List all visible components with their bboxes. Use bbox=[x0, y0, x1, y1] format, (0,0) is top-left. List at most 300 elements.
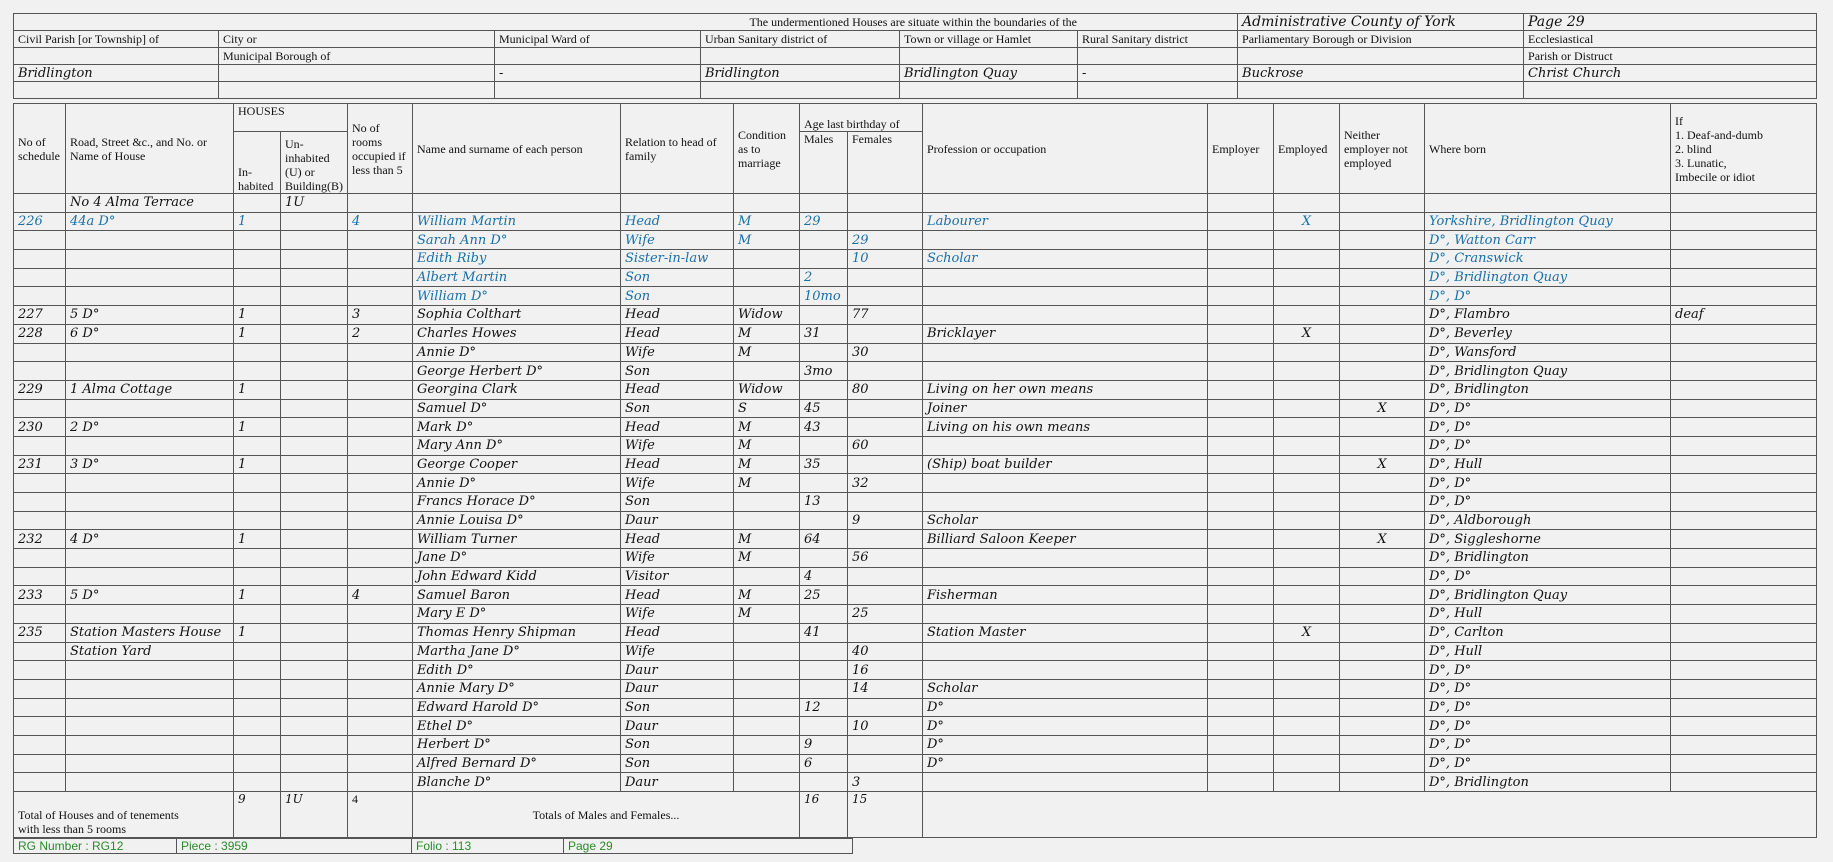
uninhabited-cell: 1U bbox=[281, 194, 348, 213]
inhabited-cell bbox=[234, 399, 281, 418]
male-age-cell bbox=[800, 474, 848, 493]
parliamentary-label: Parliamentary Borough or Division bbox=[1238, 31, 1524, 48]
relation-cell: Son bbox=[621, 735, 734, 754]
infirmity-cell bbox=[1671, 212, 1817, 231]
admin-county: Administrative County of York bbox=[1238, 14, 1524, 31]
inhabited-cell bbox=[234, 754, 281, 773]
inhabited-cell bbox=[234, 735, 281, 754]
female-age-cell bbox=[848, 362, 923, 381]
female-age-cell bbox=[848, 268, 923, 287]
condition-cell bbox=[734, 698, 800, 717]
female-age-cell bbox=[848, 623, 923, 642]
occupation-cell: D° bbox=[923, 754, 1208, 773]
neither-cell bbox=[1340, 380, 1425, 399]
col-employer: Employer bbox=[1208, 104, 1274, 194]
rooms-cell bbox=[348, 418, 413, 437]
employed-cell: X bbox=[1274, 623, 1340, 642]
road-cell bbox=[66, 717, 234, 736]
condition-cell: M bbox=[734, 474, 800, 493]
condition-cell bbox=[734, 679, 800, 698]
inhabited-cell bbox=[234, 493, 281, 512]
occupation-cell: Living on his own means bbox=[923, 418, 1208, 437]
condition-cell: M bbox=[734, 436, 800, 455]
employed-cell bbox=[1274, 231, 1340, 250]
road-cell: 6 D° bbox=[66, 324, 234, 343]
person-name-cell: Georgina Clark bbox=[413, 380, 621, 399]
rooms-cell bbox=[348, 642, 413, 661]
schedule-cell bbox=[14, 511, 66, 530]
birthplace-cell: D°, Flambro bbox=[1425, 306, 1671, 325]
employer-cell bbox=[1208, 549, 1274, 568]
header-banner: The undermentioned Houses are situate within the boundaries of the bbox=[14, 14, 1238, 31]
table-row bbox=[14, 362, 1817, 381]
uninhabited-cell bbox=[281, 212, 348, 231]
male-age-cell: 4 bbox=[800, 567, 848, 586]
occupation-cell bbox=[923, 343, 1208, 362]
employed-cell bbox=[1274, 717, 1340, 736]
table-row bbox=[14, 586, 1817, 605]
neither-cell bbox=[1340, 212, 1425, 231]
employed-cell bbox=[1274, 549, 1340, 568]
male-age-cell bbox=[800, 231, 848, 250]
inhabited-cell bbox=[234, 250, 281, 269]
employed-cell bbox=[1274, 436, 1340, 455]
table-row bbox=[14, 324, 1817, 343]
col-occupation: Profession or occupation bbox=[923, 104, 1208, 194]
female-age-cell: 60 bbox=[848, 436, 923, 455]
table-row bbox=[14, 380, 1817, 399]
female-age-cell: 25 bbox=[848, 605, 923, 624]
table-row bbox=[14, 474, 1817, 493]
city-label-2: Municipal Borough of bbox=[219, 48, 495, 65]
employer-cell bbox=[1208, 212, 1274, 231]
male-age-cell: 3mo bbox=[800, 362, 848, 381]
road-cell bbox=[66, 567, 234, 586]
rooms-cell bbox=[348, 530, 413, 549]
table-row bbox=[14, 605, 1817, 624]
employer-cell bbox=[1208, 642, 1274, 661]
col-employed: Employed bbox=[1274, 104, 1340, 194]
employer-cell bbox=[1208, 324, 1274, 343]
neither-cell bbox=[1340, 436, 1425, 455]
col-name: Name and surname of each person bbox=[413, 104, 621, 194]
female-age-cell: 10 bbox=[848, 717, 923, 736]
table-row bbox=[14, 250, 1817, 269]
infirmity-cell: deaf bbox=[1671, 306, 1817, 325]
neither-cell bbox=[1340, 605, 1425, 624]
table-row bbox=[14, 287, 1817, 306]
rural-value: - bbox=[1078, 65, 1238, 82]
female-age-cell: 56 bbox=[848, 549, 923, 568]
male-age-cell: 9 bbox=[800, 735, 848, 754]
birthplace-cell: D°, D° bbox=[1425, 567, 1671, 586]
schedule-cell bbox=[14, 287, 66, 306]
footer-page: Page 29 bbox=[564, 839, 853, 854]
infirmity-cell bbox=[1671, 717, 1817, 736]
person-name-cell: Samuel Baron bbox=[413, 586, 621, 605]
col-infirmity-5: Imbecile or idiot bbox=[1675, 169, 1755, 184]
relation-cell: Daur bbox=[621, 679, 734, 698]
birthplace-cell: D°, Cranswick bbox=[1425, 250, 1671, 269]
schedule-cell: 235 bbox=[14, 623, 66, 642]
relation-cell: Head bbox=[621, 418, 734, 437]
road-cell bbox=[66, 343, 234, 362]
employer-cell bbox=[1208, 231, 1274, 250]
infirmity-cell bbox=[1671, 642, 1817, 661]
person-name-cell: Mary E D° bbox=[413, 605, 621, 624]
infirmity-cell bbox=[1671, 362, 1817, 381]
infirmity-cell bbox=[1671, 623, 1817, 642]
neither-cell bbox=[1340, 679, 1425, 698]
male-age-cell: 25 bbox=[800, 586, 848, 605]
uninhabited-cell bbox=[281, 343, 348, 362]
table-row bbox=[14, 661, 1817, 680]
neither-cell bbox=[1340, 231, 1425, 250]
uninhabited-cell bbox=[281, 250, 348, 269]
rooms-cell bbox=[348, 231, 413, 250]
occupation-cell: D° bbox=[923, 698, 1208, 717]
occupation-cell: (Ship) boat builder bbox=[923, 455, 1208, 474]
road-cell bbox=[66, 436, 234, 455]
relation-cell: Wife bbox=[621, 343, 734, 362]
condition-cell bbox=[734, 717, 800, 736]
male-age-cell bbox=[800, 511, 848, 530]
male-age-cell bbox=[800, 549, 848, 568]
table-row bbox=[14, 399, 1817, 418]
table-row bbox=[14, 623, 1817, 642]
person-name-cell: Annie D° bbox=[413, 343, 621, 362]
employed-cell bbox=[1274, 380, 1340, 399]
employed-cell bbox=[1274, 194, 1340, 213]
employer-cell bbox=[1208, 287, 1274, 306]
inhabited-cell bbox=[234, 343, 281, 362]
birthplace-cell: D°, D° bbox=[1425, 493, 1671, 512]
employer-cell bbox=[1208, 754, 1274, 773]
employer-cell bbox=[1208, 493, 1274, 512]
eccl-label: Ecclesiastical bbox=[1524, 31, 1817, 48]
infirmity-cell bbox=[1671, 194, 1817, 213]
infirmity-cell bbox=[1671, 399, 1817, 418]
person-name-cell: Martha Jane D° bbox=[413, 642, 621, 661]
col-uninhabited: Un- inhabited (U) or Building(B) bbox=[281, 132, 348, 194]
inhabited-cell bbox=[234, 567, 281, 586]
male-age-cell: 12 bbox=[800, 698, 848, 717]
schedule-cell bbox=[14, 268, 66, 287]
employer-cell bbox=[1208, 773, 1274, 792]
birthplace-cell: D°, Beverley bbox=[1425, 324, 1671, 343]
neither-cell: X bbox=[1340, 530, 1425, 549]
rooms-cell bbox=[348, 717, 413, 736]
civil-parish-label: Civil Parish [or Township] of bbox=[14, 31, 219, 48]
col-infirmity bbox=[1671, 104, 1817, 194]
condition-cell: M bbox=[734, 455, 800, 474]
condition-cell bbox=[734, 623, 800, 642]
employed-cell bbox=[1274, 474, 1340, 493]
relation-cell: Wife bbox=[621, 605, 734, 624]
schedule-cell bbox=[14, 231, 66, 250]
inhabited-cell: 1 bbox=[234, 455, 281, 474]
rooms-cell bbox=[348, 362, 413, 381]
male-age-cell bbox=[800, 436, 848, 455]
rooms-cell bbox=[348, 380, 413, 399]
schedule-cell: 233 bbox=[14, 586, 66, 605]
uninhabited-cell bbox=[281, 754, 348, 773]
census-rows bbox=[14, 194, 1817, 792]
birthplace-cell: D°, Bridlington Quay bbox=[1425, 362, 1671, 381]
schedule-cell: 226 bbox=[14, 212, 66, 231]
person-name-cell: Mark D° bbox=[413, 418, 621, 437]
uninhabited-cell bbox=[281, 362, 348, 381]
neither-cell bbox=[1340, 362, 1425, 381]
rooms-cell: 3 bbox=[348, 306, 413, 325]
uninhabited-cell bbox=[281, 474, 348, 493]
totals-uninhabited: 1U bbox=[281, 792, 348, 838]
schedule-cell bbox=[14, 773, 66, 792]
employer-cell bbox=[1208, 455, 1274, 474]
rooms-cell bbox=[348, 605, 413, 624]
relation-cell: Head bbox=[621, 324, 734, 343]
male-age-cell bbox=[800, 642, 848, 661]
rooms-cell bbox=[348, 474, 413, 493]
uninhabited-cell bbox=[281, 605, 348, 624]
birthplace-cell: D°, D° bbox=[1425, 754, 1671, 773]
uninhabited-cell bbox=[281, 661, 348, 680]
road-cell: No 4 Alma Terrace bbox=[66, 194, 234, 213]
female-age-cell bbox=[848, 287, 923, 306]
occupation-cell bbox=[923, 194, 1208, 213]
relation-cell: Head bbox=[621, 586, 734, 605]
employer-cell bbox=[1208, 436, 1274, 455]
female-age-cell bbox=[848, 754, 923, 773]
employed-cell bbox=[1274, 530, 1340, 549]
city-label: City or bbox=[219, 31, 495, 48]
inhabited-cell: 1 bbox=[234, 586, 281, 605]
person-name-cell: Mary Ann D° bbox=[413, 436, 621, 455]
schedule-cell: 227 bbox=[14, 306, 66, 325]
rooms-cell bbox=[348, 493, 413, 512]
road-cell bbox=[66, 250, 234, 269]
eccl-value: Christ Church bbox=[1524, 65, 1817, 82]
col-houses: HOUSES bbox=[234, 104, 348, 132]
road-cell bbox=[66, 474, 234, 493]
person-name-cell: Sophia Colthart bbox=[413, 306, 621, 325]
inhabited-cell bbox=[234, 773, 281, 792]
table-row bbox=[14, 754, 1817, 773]
rooms-cell: 2 bbox=[348, 324, 413, 343]
road-cell bbox=[66, 399, 234, 418]
employer-cell bbox=[1208, 306, 1274, 325]
uninhabited-cell bbox=[281, 567, 348, 586]
civil-parish-blank bbox=[14, 48, 219, 65]
urban-label: Urban Sanitary district of bbox=[701, 31, 900, 48]
female-age-cell: 77 bbox=[848, 306, 923, 325]
male-age-cell: 41 bbox=[800, 623, 848, 642]
female-age-cell bbox=[848, 530, 923, 549]
uninhabited-cell bbox=[281, 268, 348, 287]
table-row bbox=[14, 436, 1817, 455]
rooms-cell bbox=[348, 287, 413, 306]
uninhabited-cell bbox=[281, 324, 348, 343]
infirmity-cell bbox=[1671, 530, 1817, 549]
rooms-cell: 4 bbox=[348, 212, 413, 231]
male-age-cell bbox=[800, 380, 848, 399]
infirmity-cell bbox=[1671, 549, 1817, 568]
road-cell bbox=[66, 661, 234, 680]
infirmity-cell bbox=[1671, 418, 1817, 437]
condition-cell: M bbox=[734, 549, 800, 568]
neither-cell bbox=[1340, 418, 1425, 437]
birthplace-cell: D°, Hull bbox=[1425, 455, 1671, 474]
condition-cell: M bbox=[734, 324, 800, 343]
rooms-cell bbox=[348, 194, 413, 213]
neither-cell bbox=[1340, 754, 1425, 773]
table-row bbox=[14, 194, 1817, 213]
person-name-cell: Edward Harold D° bbox=[413, 698, 621, 717]
neither-cell bbox=[1340, 343, 1425, 362]
birthplace-cell: D°, D° bbox=[1425, 399, 1671, 418]
road-cell bbox=[66, 735, 234, 754]
condition-cell: M bbox=[734, 605, 800, 624]
rooms-cell bbox=[348, 436, 413, 455]
relation-cell: Daur bbox=[621, 773, 734, 792]
inhabited-cell bbox=[234, 474, 281, 493]
neither-cell bbox=[1340, 306, 1425, 325]
person-name-cell: Annie D° bbox=[413, 474, 621, 493]
male-age-cell bbox=[800, 661, 848, 680]
infirmity-cell bbox=[1671, 250, 1817, 269]
road-cell: 4 D° bbox=[66, 530, 234, 549]
employed-cell bbox=[1274, 399, 1340, 418]
col-infirmity-4: 3. Lunatic, bbox=[1675, 155, 1727, 170]
table-row bbox=[14, 493, 1817, 512]
infirmity-cell bbox=[1671, 567, 1817, 586]
birthplace-cell: D°, Bridlington bbox=[1425, 549, 1671, 568]
page-number: Page 29 bbox=[1524, 14, 1817, 31]
col-infirmity-3: 2. blind bbox=[1675, 141, 1712, 156]
birthplace-cell: Yorkshire, Bridlington Quay bbox=[1425, 212, 1671, 231]
relation-cell: Daur bbox=[621, 661, 734, 680]
schedule-cell bbox=[14, 343, 66, 362]
infirmity-cell bbox=[1671, 324, 1817, 343]
employed-cell: X bbox=[1274, 324, 1340, 343]
occupation-cell bbox=[923, 605, 1208, 624]
inhabited-cell bbox=[234, 605, 281, 624]
totals-males: 16 bbox=[800, 792, 848, 838]
birthplace-cell: D°, Bridlington bbox=[1425, 773, 1671, 792]
birthplace-cell: D°, Aldborough bbox=[1425, 511, 1671, 530]
town-label: Town or village or Hamlet bbox=[900, 31, 1078, 48]
neither-cell bbox=[1340, 586, 1425, 605]
rooms-cell bbox=[348, 343, 413, 362]
employer-cell bbox=[1208, 735, 1274, 754]
relation-cell: Head bbox=[621, 306, 734, 325]
neither-cell bbox=[1340, 623, 1425, 642]
enumeration-header bbox=[13, 13, 1817, 99]
birthplace-cell: D°, Bridlington bbox=[1425, 380, 1671, 399]
employed-cell bbox=[1274, 511, 1340, 530]
employed-cell bbox=[1274, 493, 1340, 512]
schedule-cell bbox=[14, 436, 66, 455]
occupation-cell: Billiard Saloon Keeper bbox=[923, 530, 1208, 549]
birthplace-cell: D°, Siggleshorne bbox=[1425, 530, 1671, 549]
employer-cell bbox=[1208, 474, 1274, 493]
relation-cell: Son bbox=[621, 268, 734, 287]
road-cell: 44a D° bbox=[66, 212, 234, 231]
occupation-cell: Joiner bbox=[923, 399, 1208, 418]
birthplace-cell: D°, D° bbox=[1425, 287, 1671, 306]
infirmity-cell bbox=[1671, 436, 1817, 455]
inhabited-cell: 1 bbox=[234, 324, 281, 343]
inhabited-cell bbox=[234, 268, 281, 287]
infirmity-cell bbox=[1671, 605, 1817, 624]
birthplace-cell bbox=[1425, 194, 1671, 213]
relation-cell: Son bbox=[621, 493, 734, 512]
person-name-cell: Francs Horace D° bbox=[413, 493, 621, 512]
employed-cell bbox=[1274, 343, 1340, 362]
table-row bbox=[14, 549, 1817, 568]
schedule-cell: 229 bbox=[14, 380, 66, 399]
uninhabited-cell bbox=[281, 231, 348, 250]
road-cell: 1 Alma Cottage bbox=[66, 380, 234, 399]
occupation-cell bbox=[923, 549, 1208, 568]
uninhabited-cell bbox=[281, 511, 348, 530]
infirmity-cell bbox=[1671, 661, 1817, 680]
rooms-cell bbox=[348, 735, 413, 754]
uninhabited-cell bbox=[281, 698, 348, 717]
infirmity-cell bbox=[1671, 231, 1817, 250]
col-males: Males bbox=[800, 132, 848, 194]
uninhabited-cell bbox=[281, 623, 348, 642]
employed-cell bbox=[1274, 773, 1340, 792]
neither-cell bbox=[1340, 717, 1425, 736]
relation-cell: Sister-in-law bbox=[621, 250, 734, 269]
rural-label: Rural Sanitary district bbox=[1078, 31, 1238, 48]
uninhabited-cell bbox=[281, 418, 348, 437]
employer-cell bbox=[1208, 343, 1274, 362]
road-cell bbox=[66, 493, 234, 512]
urban-value: Bridlington bbox=[701, 65, 900, 82]
employer-cell bbox=[1208, 567, 1274, 586]
uninhabited-cell bbox=[281, 773, 348, 792]
rooms-cell bbox=[348, 549, 413, 568]
table-row bbox=[14, 231, 1817, 250]
rooms-cell bbox=[348, 399, 413, 418]
female-age-cell bbox=[848, 735, 923, 754]
occupation-cell: Scholar bbox=[923, 511, 1208, 530]
employed-cell bbox=[1274, 268, 1340, 287]
employed-cell bbox=[1274, 455, 1340, 474]
relation-cell: Son bbox=[621, 754, 734, 773]
uninhabited-cell bbox=[281, 679, 348, 698]
person-name-cell: William D° bbox=[413, 287, 621, 306]
rg-number: RG Number : RG12 bbox=[14, 839, 177, 854]
person-name-cell: Samuel D° bbox=[413, 399, 621, 418]
occupation-cell bbox=[923, 773, 1208, 792]
uninhabited-cell bbox=[281, 399, 348, 418]
schedule-cell bbox=[14, 362, 66, 381]
condition-cell: M bbox=[734, 231, 800, 250]
table-row bbox=[14, 735, 1817, 754]
female-age-cell: 32 bbox=[848, 474, 923, 493]
schedule-cell bbox=[14, 698, 66, 717]
female-age-cell bbox=[848, 418, 923, 437]
infirmity-cell bbox=[1671, 268, 1817, 287]
road-cell bbox=[66, 511, 234, 530]
inhabited-cell: 1 bbox=[234, 380, 281, 399]
rooms-cell bbox=[348, 268, 413, 287]
occupation-cell: Bricklayer bbox=[923, 324, 1208, 343]
condition-cell: S bbox=[734, 399, 800, 418]
